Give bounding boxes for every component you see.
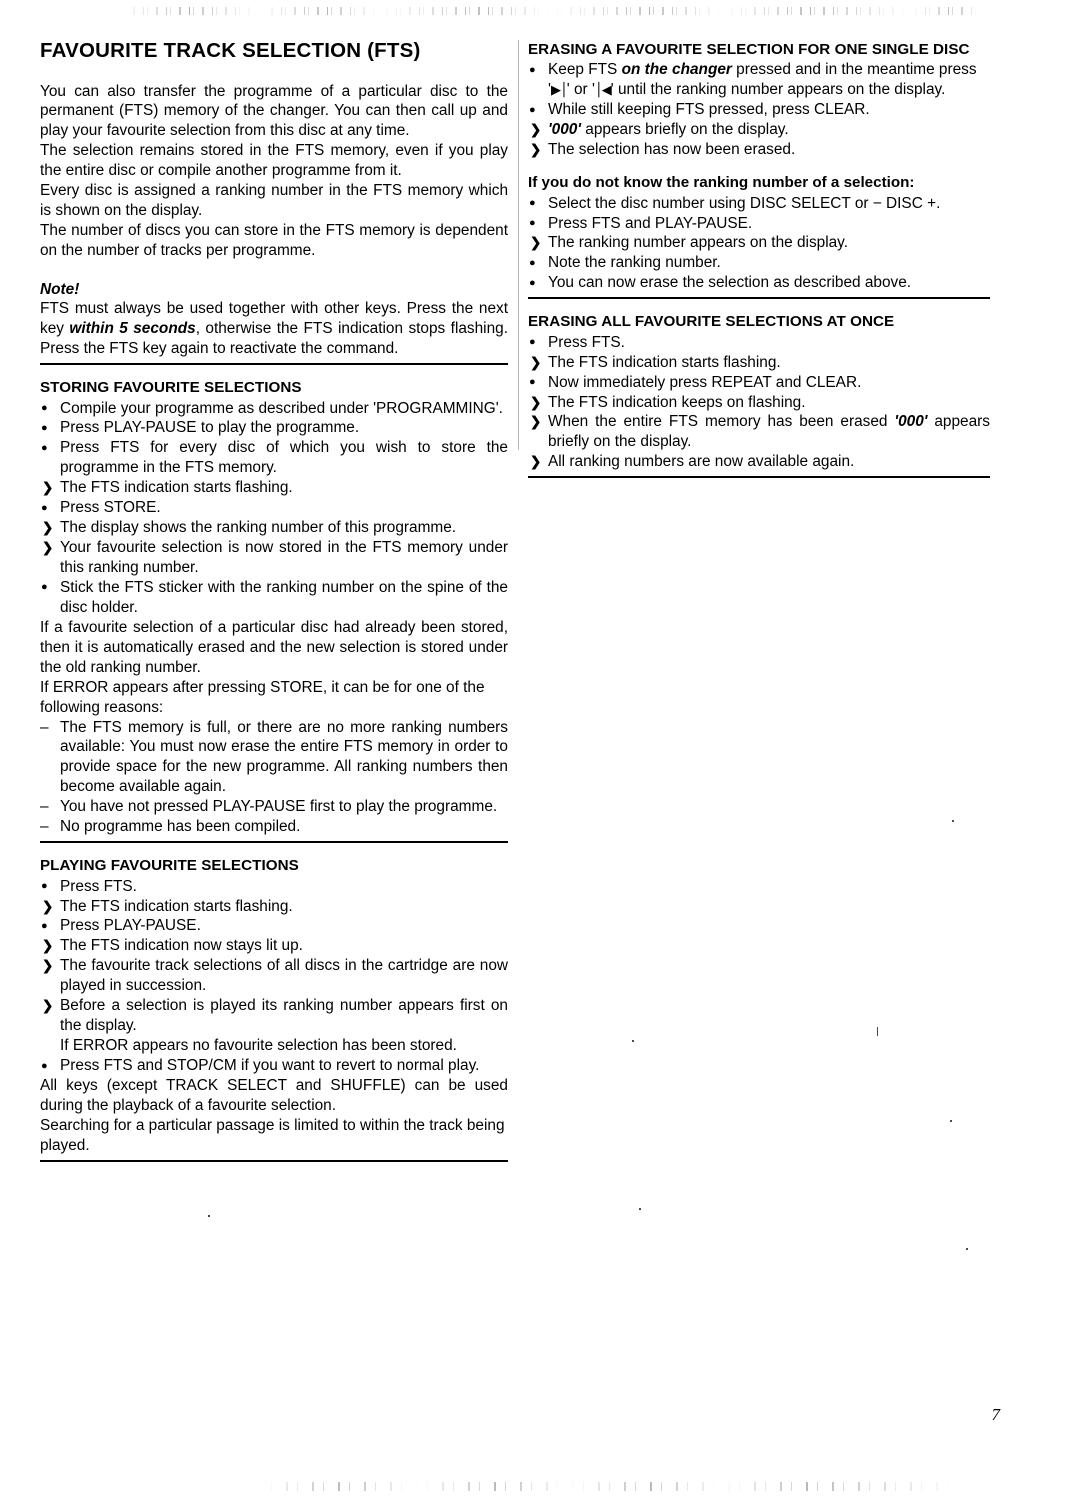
scan-speck <box>877 1027 878 1036</box>
playing-steps-list <box>40 877 508 1076</box>
storing-note-paragraph-2: If ERROR appears after pressing STORE, it can be for one of the following reasons: <box>40 678 485 716</box>
list-item-text: Press FTS and STOP/CM if you want to revert to normal play. <box>60 1057 480 1075</box>
list-item <box>40 797 508 817</box>
bullet-dash-icon <box>40 718 57 738</box>
note-text-before: FTS must always be used together with other keys. Press the next key <box>40 300 508 338</box>
bullet-dot-icon <box>528 373 545 393</box>
list-item-text: The display shows the ranking number of this programme. <box>60 519 457 537</box>
bullet-dot-icon <box>528 194 545 214</box>
bullet-dot-icon <box>528 253 545 273</box>
list-item-emphasis: '000' <box>548 121 581 139</box>
unknown-ranking-steps-list <box>528 194 990 294</box>
list-item <box>528 353 990 373</box>
list-item <box>40 518 508 538</box>
list-item-text: You can now erase the selection as described above. <box>548 274 912 292</box>
list-item <box>528 120 990 140</box>
list-item-text: The FTS memory is full, or there are no more ranking numbers available: You must now erase the entire FTS memory in order to provide space for the new programme. All ranking numbers then become available again. <box>60 718 508 796</box>
list-item-text: All ranking numbers are now available again. <box>548 453 855 471</box>
list-item-text: Press PLAY-PAUSE. <box>60 917 201 935</box>
note-label: Note! <box>40 280 80 298</box>
bullet-dot-icon <box>528 60 545 80</box>
list-item-text: Before a selection is played its ranking number appears first on the display. <box>60 997 508 1035</box>
list-item-text: Press PLAY-PAUSE to play the programme. <box>60 419 360 437</box>
list-item <box>528 214 990 234</box>
bullet-dot-icon <box>40 399 57 419</box>
list-item <box>40 916 508 936</box>
list-item <box>40 956 508 996</box>
list-item-text: Compile your programme as described under 'PROGRAMMING'. <box>60 399 503 417</box>
right-column <box>528 40 990 478</box>
scan-noise-bottom-edge <box>260 1482 960 1491</box>
bullet-chevron-icon <box>40 518 57 538</box>
bullet-chevron-icon <box>40 897 57 917</box>
bullet-chevron-icon <box>40 996 57 1016</box>
list-item <box>40 438 508 478</box>
storing-section-heading: STORING FAVOURITE SELECTIONS <box>40 379 302 397</box>
note-text <box>40 299 508 359</box>
list-item <box>528 273 990 293</box>
bullet-chevron-icon <box>528 393 545 413</box>
bullet-dot-icon <box>40 1056 57 1076</box>
list-item <box>40 817 508 837</box>
list-item-text: The favourite track selections of all discs in the cartridge are now played in succession. <box>60 957 508 995</box>
list-item <box>40 1036 508 1056</box>
erasing-single-steps-list <box>528 60 990 160</box>
list-item <box>40 1056 508 1076</box>
list-item-text: Stick the FTS sticker with the ranking number on the spine of the disc holder. <box>60 578 508 616</box>
section-rule <box>528 476 990 478</box>
bullet-chevron-icon <box>528 353 545 373</box>
list-item <box>528 333 990 353</box>
bullet-dot-icon <box>40 578 57 598</box>
bullet-dot-icon <box>40 418 57 438</box>
list-item-text: Your favourite selection is now stored in the FTS memory under this ranking number. <box>60 539 508 576</box>
bullet-dot-icon <box>40 438 57 458</box>
left-column <box>40 40 508 1162</box>
bullet-dot-icon <box>528 333 545 353</box>
list-item <box>528 412 990 452</box>
list-item-text: Press FTS. <box>60 877 137 895</box>
intro-paragraph-1: You can also transfer the programme of a particular disc to the permanent (FTS) memory of the changer. You can then call up and play your favourite selection from this disc at any time. <box>40 82 508 140</box>
list-item <box>528 140 990 160</box>
bullet-dash-icon <box>40 797 57 817</box>
list-item-text: No programme has been compiled. <box>60 818 301 836</box>
list-item-text: ' until the ranking number appears on the display. <box>610 81 946 99</box>
list-item-text: Press FTS. <box>548 333 625 351</box>
storing-note-paragraph-1: If a favourite selection of a particular disc had already been stored, then it is automatically erased and the new selection is stored under the old ranking number. <box>40 618 508 676</box>
bullet-dot-icon <box>528 100 545 120</box>
list-item-text: The FTS indication starts flashing. <box>60 479 293 497</box>
list-item <box>40 538 508 578</box>
bullet-chevron-icon <box>40 956 57 976</box>
list-item-emphasis: '000' <box>894 413 928 431</box>
bullet-chevron-icon <box>40 538 57 558</box>
skip-back-icon: │◀ <box>594 82 611 98</box>
list-item-text: appears briefly on the display. <box>548 413 990 451</box>
storing-steps-list <box>40 399 508 618</box>
list-item <box>40 418 508 438</box>
scan-speck <box>208 1215 210 1217</box>
list-item <box>528 100 990 120</box>
list-item-emphasis: on the changer <box>621 61 732 79</box>
bullet-dash-icon <box>40 817 57 837</box>
bullet-chevron-icon <box>528 140 545 160</box>
list-item-text: Press STORE. <box>60 499 161 517</box>
list-item-text: appears briefly on the display. <box>581 121 789 139</box>
page-number: 7 <box>991 1405 1000 1424</box>
bullet-dot-icon <box>40 498 57 518</box>
list-item-text: While still keeping FTS pressed, press CLEAR. <box>548 101 870 119</box>
bullet-chevron-icon <box>40 936 57 956</box>
section-rule <box>40 1160 508 1162</box>
scan-speck <box>632 1040 634 1042</box>
list-item <box>40 478 508 498</box>
list-item-text: Select the disc number using DISC SELECT or − DISC +. <box>548 194 941 212</box>
list-item-text: The FTS indication keeps on flashing. <box>548 393 806 411</box>
list-item-text: When the entire FTS memory has been erased <box>548 413 895 431</box>
list-item-text: Press FTS for every disc of which you wish to store the programme in the FTS memory. <box>60 439 508 477</box>
scan-noise-top-edge <box>120 7 980 15</box>
erasing-single-heading: ERASING A FAVOURITE SELECTION FOR ONE SINGLE DISC <box>528 41 970 58</box>
list-item-text: ' or ' <box>566 81 595 99</box>
list-item <box>40 498 508 518</box>
list-item-text: Press FTS and PLAY-PAUSE. <box>548 214 753 232</box>
list-item <box>40 877 508 897</box>
bullet-chevron-icon <box>528 233 545 253</box>
playing-note-paragraph-1: All keys (except TRACK SELECT and SHUFFLE) can be used during the playback of a favourite selection. <box>40 1076 508 1114</box>
scan-speck <box>639 1208 641 1210</box>
list-item <box>40 936 508 956</box>
scan-speck <box>966 1248 968 1250</box>
list-item <box>528 194 990 214</box>
list-item <box>40 996 508 1036</box>
list-item <box>40 718 508 798</box>
intro-paragraph-3: Every disc is assigned a ranking number in the FTS memory which is shown on the display. <box>40 182 508 220</box>
list-item-text: If ERROR appears no favourite selection has been stored. <box>60 1037 457 1055</box>
scan-speck <box>950 1120 952 1122</box>
skip-forward-icon: ▶│ <box>550 82 567 98</box>
list-item-text: The ranking number appears on the display. <box>548 234 849 252</box>
bullet-dot-icon <box>40 916 57 936</box>
bullet-chevron-icon <box>40 478 57 498</box>
error-reasons-list <box>40 718 508 838</box>
list-item-text: Now immediately press REPEAT and CLEAR. <box>548 373 862 391</box>
playing-section-heading: PLAYING FAVOURITE SELECTIONS <box>40 857 299 875</box>
list-item <box>528 60 990 100</box>
bullet-dot-icon <box>40 877 57 897</box>
list-item <box>528 233 990 253</box>
list-item-text: The FTS indication starts flashing. <box>548 353 781 371</box>
bullet-chevron-icon <box>528 452 545 472</box>
list-item <box>528 373 990 393</box>
list-item <box>528 452 990 472</box>
erasing-all-heading: ERASING ALL FAVOURITE SELECTIONS AT ONCE <box>528 313 895 331</box>
playing-note-paragraph-2: Searching for a particular passage is limited to within the track being played. <box>40 1116 505 1154</box>
list-item-text: Keep FTS <box>548 61 622 79</box>
column-divider <box>518 40 519 450</box>
list-item-text: The FTS indication now stays lit up. <box>60 937 303 955</box>
list-item <box>40 578 508 618</box>
note-text-after: , otherwise the FTS indication stops flashing. Press the FTS key again to reactivate the command. <box>40 320 508 358</box>
bullet-chevron-icon <box>528 412 545 432</box>
list-item <box>40 399 508 419</box>
list-item-text: You have not pressed PLAY-PAUSE first to play the programme. <box>60 798 498 816</box>
page-title: FAVOURITE TRACK SELECTION (FTS) <box>40 39 421 62</box>
bullet-chevron-icon <box>528 120 545 140</box>
list-item <box>528 253 990 273</box>
intro-paragraph-4: The number of discs you can store in the FTS memory is dependent on the number of tracks per programme. <box>40 222 508 260</box>
erasing-all-steps-list <box>528 333 990 473</box>
list-item-text: The selection has now been erased. <box>548 141 796 159</box>
list-item <box>528 393 990 413</box>
scan-speck <box>952 820 954 822</box>
unknown-ranking-heading: If you do not know the ranking number of a selection: <box>528 174 915 192</box>
list-item-text: pressed and in the meantime press ' <box>548 61 977 99</box>
note-emphasis: within 5 seconds <box>69 320 196 338</box>
intro-paragraph-2: The selection remains stored in the FTS memory, even if you play the entire disc or compile another programme from it. <box>40 142 508 180</box>
bullet-dot-icon <box>528 214 545 234</box>
list-item <box>40 897 508 917</box>
list-item-text: Note the ranking number. <box>548 254 721 272</box>
list-item-text: The FTS indication starts flashing. <box>60 897 293 915</box>
bullet-dot-icon <box>528 273 545 293</box>
